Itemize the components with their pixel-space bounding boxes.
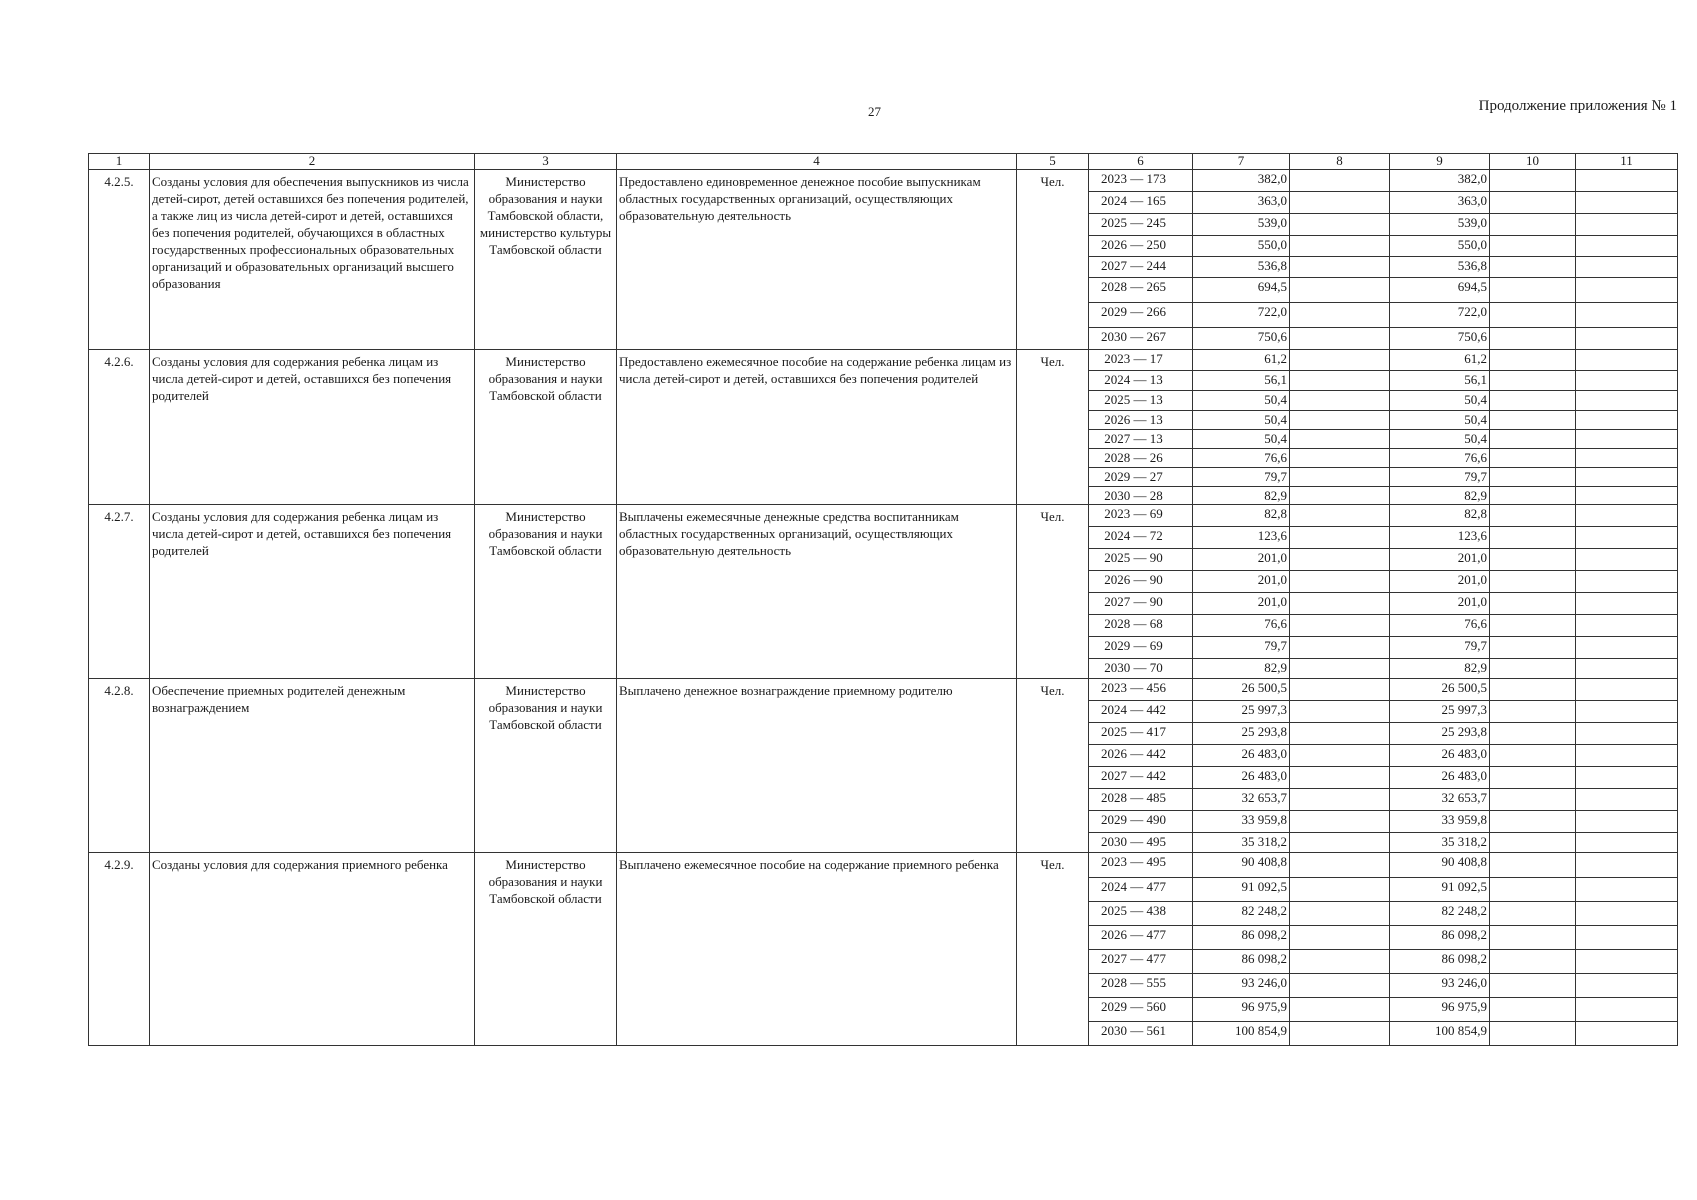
item-result: Выплачено денежное вознаграждение приемному родителю <box>617 679 1017 853</box>
value-col11-cell <box>1576 411 1678 430</box>
value-col11-cell <box>1576 527 1678 549</box>
value-col11-cell <box>1576 723 1678 745</box>
value-col8-cell <box>1290 723 1390 745</box>
value-col9-cell: 79,7 <box>1390 637 1490 659</box>
value-col7-cell: 86 098,2 <box>1193 926 1290 950</box>
value-col8-cell <box>1290 170 1390 192</box>
value-col10-cell <box>1490 449 1576 468</box>
value-col8-cell <box>1290 878 1390 902</box>
value-col9-cell: 539,0 <box>1390 214 1490 236</box>
value-col10-cell <box>1490 571 1576 593</box>
value-col8-cell <box>1290 449 1390 468</box>
year-count-cell: 2024 — 165 <box>1089 192 1193 214</box>
year-count-cell: 2023 — 495 <box>1089 853 1193 878</box>
value-col9-cell: 90 408,8 <box>1390 853 1490 878</box>
year-count-cell: 2025 — 245 <box>1089 214 1193 236</box>
value-col7-cell: 76,6 <box>1193 615 1290 637</box>
value-col11-cell <box>1576 303 1678 328</box>
value-col11-cell <box>1576 926 1678 950</box>
item-executor: Министерство образования и науки Тамбовской области <box>475 853 617 1046</box>
value-col7-cell: 25 293,8 <box>1193 723 1290 745</box>
value-col9-cell: 33 959,8 <box>1390 811 1490 833</box>
value-col8-cell <box>1290 811 1390 833</box>
item-title: Созданы условия для содержания ребенка лицам из числа детей-сирот и детей, оставшихся без попечения родителей <box>150 350 475 505</box>
col-header: 10 <box>1490 154 1576 170</box>
value-col9-cell: 76,6 <box>1390 615 1490 637</box>
value-col9-cell: 722,0 <box>1390 303 1490 328</box>
value-col10-cell <box>1490 789 1576 811</box>
value-col9-cell: 82,8 <box>1390 505 1490 527</box>
value-col10-cell <box>1490 659 1576 679</box>
value-col10-cell <box>1490 637 1576 659</box>
value-col7-cell: 536,8 <box>1193 257 1290 278</box>
value-col8-cell <box>1290 192 1390 214</box>
table-row <box>89 505 1678 527</box>
col-header: 7 <box>1193 154 1290 170</box>
value-col9-cell: 26 483,0 <box>1390 745 1490 767</box>
year-count-cell: 2028 — 485 <box>1089 789 1193 811</box>
table-row <box>89 350 1678 371</box>
year-count-cell: 2023 — 173 <box>1089 170 1193 192</box>
year-count-cell: 2023 — 17 <box>1089 350 1193 371</box>
page-number: 27 <box>868 104 881 119</box>
value-col11-cell <box>1576 659 1678 679</box>
year-count-cell: 2023 — 69 <box>1089 505 1193 527</box>
value-col8-cell <box>1290 505 1390 527</box>
value-col7-cell: 96 975,9 <box>1193 998 1290 1022</box>
year-count-cell: 2028 — 68 <box>1089 615 1193 637</box>
value-col11-cell <box>1576 391 1678 411</box>
value-col11-cell <box>1576 811 1678 833</box>
appendix-note: Продолжение приложения № 1 <box>1478 98 1677 114</box>
value-col11-cell <box>1576 593 1678 615</box>
value-col8-cell <box>1290 371 1390 391</box>
value-col8-cell <box>1290 615 1390 637</box>
year-count-cell: 2024 — 13 <box>1089 371 1193 391</box>
value-col11-cell <box>1576 745 1678 767</box>
table-row <box>89 679 1678 701</box>
item-executor: Министерство образования и науки Тамбовской области <box>475 679 617 853</box>
value-col7-cell: 539,0 <box>1193 214 1290 236</box>
value-col11-cell <box>1576 487 1678 505</box>
year-count-cell: 2029 — 27 <box>1089 468 1193 487</box>
value-col8-cell <box>1290 767 1390 789</box>
value-col10-cell <box>1490 615 1576 637</box>
value-col10-cell <box>1490 411 1576 430</box>
program-table <box>88 153 1678 1046</box>
item-unit: Чел. <box>1017 350 1089 505</box>
year-count-cell: 2030 — 495 <box>1089 833 1193 853</box>
value-col7-cell: 82 248,2 <box>1193 902 1290 926</box>
value-col7-cell: 79,7 <box>1193 468 1290 487</box>
year-count-cell: 2028 — 265 <box>1089 278 1193 303</box>
value-col7-cell: 50,4 <box>1193 430 1290 449</box>
item-code: 4.2.7. <box>89 505 150 679</box>
value-col7-cell: 61,2 <box>1193 350 1290 371</box>
col-header: 9 <box>1390 154 1490 170</box>
year-count-cell: 2029 — 69 <box>1089 637 1193 659</box>
value-col8-cell <box>1290 745 1390 767</box>
item-unit: Чел. <box>1017 170 1089 350</box>
year-count-cell: 2025 — 438 <box>1089 902 1193 926</box>
value-col11-cell <box>1576 998 1678 1022</box>
value-col11-cell <box>1576 278 1678 303</box>
value-col11-cell <box>1576 350 1678 371</box>
value-col7-cell: 26 483,0 <box>1193 745 1290 767</box>
value-col8-cell <box>1290 236 1390 257</box>
value-col8-cell <box>1290 257 1390 278</box>
value-col7-cell: 82,9 <box>1193 487 1290 505</box>
col-header: 3 <box>475 154 617 170</box>
value-col9-cell: 100 854,9 <box>1390 1022 1490 1046</box>
value-col8-cell <box>1290 1022 1390 1046</box>
table-row <box>89 853 1678 878</box>
year-count-cell: 2027 — 13 <box>1089 430 1193 449</box>
value-col9-cell: 25 293,8 <box>1390 723 1490 745</box>
value-col9-cell: 82,9 <box>1390 659 1490 679</box>
value-col8-cell <box>1290 350 1390 371</box>
col-header: 1 <box>89 154 150 170</box>
value-col10-cell <box>1490 811 1576 833</box>
value-col9-cell: 93 246,0 <box>1390 974 1490 998</box>
year-count-cell: 2026 — 250 <box>1089 236 1193 257</box>
value-col10-cell <box>1490 505 1576 527</box>
value-col10-cell <box>1490 430 1576 449</box>
value-col10-cell <box>1490 350 1576 371</box>
value-col7-cell: 50,4 <box>1193 411 1290 430</box>
value-col7-cell: 32 653,7 <box>1193 789 1290 811</box>
value-col9-cell: 76,6 <box>1390 449 1490 468</box>
value-col7-cell: 26 483,0 <box>1193 767 1290 789</box>
value-col8-cell <box>1290 902 1390 926</box>
value-col8-cell <box>1290 659 1390 679</box>
value-col7-cell: 550,0 <box>1193 236 1290 257</box>
year-count-cell: 2030 — 561 <box>1089 1022 1193 1046</box>
year-count-cell: 2027 — 244 <box>1089 257 1193 278</box>
year-count-cell: 2028 — 555 <box>1089 974 1193 998</box>
value-col7-cell: 382,0 <box>1193 170 1290 192</box>
value-col10-cell <box>1490 303 1576 328</box>
value-col11-cell <box>1576 833 1678 853</box>
value-col10-cell <box>1490 468 1576 487</box>
year-count-cell: 2025 — 13 <box>1089 391 1193 411</box>
value-col8-cell <box>1290 278 1390 303</box>
year-count-cell: 2029 — 490 <box>1089 811 1193 833</box>
value-col8-cell <box>1290 303 1390 328</box>
value-col10-cell <box>1490 170 1576 192</box>
value-col9-cell: 35 318,2 <box>1390 833 1490 853</box>
value-col8-cell <box>1290 214 1390 236</box>
value-col7-cell: 90 408,8 <box>1193 853 1290 878</box>
year-count-cell: 2029 — 560 <box>1089 998 1193 1022</box>
value-col7-cell: 91 092,5 <box>1193 878 1290 902</box>
value-col7-cell: 123,6 <box>1193 527 1290 549</box>
year-count-cell: 2029 — 266 <box>1089 303 1193 328</box>
value-col11-cell <box>1576 505 1678 527</box>
value-col8-cell <box>1290 487 1390 505</box>
year-count-cell: 2024 — 72 <box>1089 527 1193 549</box>
value-col10-cell <box>1490 723 1576 745</box>
item-result: Предоставлено единовременное денежное пособие выпускникам областных государственных организаций, осуществляющих образовательную деятельность <box>617 170 1017 350</box>
value-col8-cell <box>1290 833 1390 853</box>
value-col9-cell: 750,6 <box>1390 328 1490 350</box>
col-header: 11 <box>1576 154 1678 170</box>
value-col8-cell <box>1290 527 1390 549</box>
value-col7-cell: 26 500,5 <box>1193 679 1290 701</box>
value-col10-cell <box>1490 833 1576 853</box>
value-col7-cell: 82,9 <box>1193 659 1290 679</box>
value-col11-cell <box>1576 637 1678 659</box>
value-col7-cell: 750,6 <box>1193 328 1290 350</box>
year-count-cell: 2025 — 417 <box>1089 723 1193 745</box>
value-col10-cell <box>1490 527 1576 549</box>
value-col9-cell: 201,0 <box>1390 571 1490 593</box>
value-col7-cell: 86 098,2 <box>1193 950 1290 974</box>
value-col9-cell: 86 098,2 <box>1390 950 1490 974</box>
value-col9-cell: 363,0 <box>1390 192 1490 214</box>
value-col8-cell <box>1290 926 1390 950</box>
value-col8-cell <box>1290 998 1390 1022</box>
value-col8-cell <box>1290 430 1390 449</box>
value-col9-cell: 50,4 <box>1390 430 1490 449</box>
item-code: 4.2.6. <box>89 350 150 505</box>
value-col11-cell <box>1576 679 1678 701</box>
value-col11-cell <box>1576 192 1678 214</box>
year-count-cell: 2030 — 28 <box>1089 487 1193 505</box>
value-col10-cell <box>1490 549 1576 571</box>
value-col7-cell: 79,7 <box>1193 637 1290 659</box>
value-col8-cell <box>1290 637 1390 659</box>
value-col10-cell <box>1490 950 1576 974</box>
value-col9-cell: 201,0 <box>1390 549 1490 571</box>
column-number-row <box>89 154 1678 170</box>
item-title: Обеспечение приемных родителей денежным вознаграждением <box>150 679 475 853</box>
value-col7-cell: 100 854,9 <box>1193 1022 1290 1046</box>
value-col7-cell: 50,4 <box>1193 391 1290 411</box>
value-col7-cell: 201,0 <box>1193 571 1290 593</box>
year-count-cell: 2026 — 477 <box>1089 926 1193 950</box>
item-result: Предоставлено ежемесячное пособие на содержание ребенка лицам из числа детей-сирот и детей, оставшихся без попечения родителей <box>617 350 1017 505</box>
value-col11-cell <box>1576 950 1678 974</box>
item-code: 4.2.8. <box>89 679 150 853</box>
value-col9-cell: 61,2 <box>1390 350 1490 371</box>
value-col10-cell <box>1490 214 1576 236</box>
value-col9-cell: 86 098,2 <box>1390 926 1490 950</box>
value-col7-cell: 25 997,3 <box>1193 701 1290 723</box>
table-row <box>89 170 1678 192</box>
value-col7-cell: 201,0 <box>1193 593 1290 615</box>
value-col11-cell <box>1576 701 1678 723</box>
value-col9-cell: 694,5 <box>1390 278 1490 303</box>
value-col10-cell <box>1490 192 1576 214</box>
value-col9-cell: 536,8 <box>1390 257 1490 278</box>
value-col11-cell <box>1576 1022 1678 1046</box>
year-count-cell: 2024 — 477 <box>1089 878 1193 902</box>
value-col9-cell: 79,7 <box>1390 468 1490 487</box>
col-header: 5 <box>1017 154 1089 170</box>
value-col8-cell <box>1290 679 1390 701</box>
item-title: Созданы условия для содержания приемного ребенка <box>150 853 475 1046</box>
value-col7-cell: 722,0 <box>1193 303 1290 328</box>
value-col8-cell <box>1290 328 1390 350</box>
value-col8-cell <box>1290 391 1390 411</box>
value-col8-cell <box>1290 411 1390 430</box>
value-col11-cell <box>1576 468 1678 487</box>
value-col9-cell: 56,1 <box>1390 371 1490 391</box>
value-col10-cell <box>1490 593 1576 615</box>
value-col9-cell: 50,4 <box>1390 411 1490 430</box>
value-col9-cell: 82,9 <box>1390 487 1490 505</box>
value-col11-cell <box>1576 328 1678 350</box>
value-col8-cell <box>1290 701 1390 723</box>
value-col11-cell <box>1576 449 1678 468</box>
col-header: 8 <box>1290 154 1390 170</box>
value-col9-cell: 382,0 <box>1390 170 1490 192</box>
value-col9-cell: 123,6 <box>1390 527 1490 549</box>
item-code: 4.2.5. <box>89 170 150 350</box>
value-col8-cell <box>1290 571 1390 593</box>
value-col8-cell <box>1290 593 1390 615</box>
value-col7-cell: 33 959,8 <box>1193 811 1290 833</box>
col-header: 2 <box>150 154 475 170</box>
value-col11-cell <box>1576 615 1678 637</box>
item-unit: Чел. <box>1017 853 1089 1046</box>
value-col11-cell <box>1576 878 1678 902</box>
value-col7-cell: 35 318,2 <box>1193 833 1290 853</box>
value-col7-cell: 56,1 <box>1193 371 1290 391</box>
year-count-cell: 2027 — 477 <box>1089 950 1193 974</box>
value-col10-cell <box>1490 878 1576 902</box>
value-col10-cell <box>1490 767 1576 789</box>
item-code: 4.2.9. <box>89 853 150 1046</box>
value-col10-cell <box>1490 236 1576 257</box>
value-col10-cell <box>1490 679 1576 701</box>
year-count-cell: 2027 — 90 <box>1089 593 1193 615</box>
year-count-cell: 2023 — 456 <box>1089 679 1193 701</box>
value-col11-cell <box>1576 571 1678 593</box>
item-title: Созданы условия для содержания ребенка лицам из числа детей-сирот и детей, оставшихся без попечения родителей <box>150 505 475 679</box>
item-result: Выплачены ежемесячные денежные средства воспитанникам областных государственных организаций, осуществляющих образовательную деятельность <box>617 505 1017 679</box>
value-col7-cell: 201,0 <box>1193 549 1290 571</box>
item-title: Созданы условия для обеспечения выпускников из числа детей-сирот, детей оставшихся без попечения родителей, а также лиц из числа детей-сирот и детей, оставшихся без попечения родителей, обучающихся в областных государственных профессиональных образовательных организаций и образовательных организаций высшего образования <box>150 170 475 350</box>
year-count-cell: 2026 — 90 <box>1089 571 1193 593</box>
value-col10-cell <box>1490 853 1576 878</box>
year-count-cell: 2030 — 267 <box>1089 328 1193 350</box>
value-col9-cell: 201,0 <box>1390 593 1490 615</box>
value-col10-cell <box>1490 328 1576 350</box>
year-count-cell: 2024 — 442 <box>1089 701 1193 723</box>
value-col7-cell: 82,8 <box>1193 505 1290 527</box>
value-col10-cell <box>1490 487 1576 505</box>
value-col10-cell <box>1490 902 1576 926</box>
item-unit: Чел. <box>1017 679 1089 853</box>
value-col9-cell: 26 500,5 <box>1390 679 1490 701</box>
value-col9-cell: 550,0 <box>1390 236 1490 257</box>
item-executor: Министерство образования и науки Тамбовской области <box>475 350 617 505</box>
value-col7-cell: 694,5 <box>1193 278 1290 303</box>
value-col8-cell <box>1290 468 1390 487</box>
value-col10-cell <box>1490 926 1576 950</box>
value-col9-cell: 82 248,2 <box>1390 902 1490 926</box>
value-col11-cell <box>1576 789 1678 811</box>
value-col11-cell <box>1576 170 1678 192</box>
value-col11-cell <box>1576 236 1678 257</box>
value-col9-cell: 91 092,5 <box>1390 878 1490 902</box>
value-col7-cell: 93 246,0 <box>1193 974 1290 998</box>
value-col9-cell: 26 483,0 <box>1390 767 1490 789</box>
value-col7-cell: 76,6 <box>1193 449 1290 468</box>
value-col11-cell <box>1576 549 1678 571</box>
value-col8-cell <box>1290 853 1390 878</box>
value-col10-cell <box>1490 745 1576 767</box>
value-col11-cell <box>1576 257 1678 278</box>
value-col10-cell <box>1490 998 1576 1022</box>
value-col10-cell <box>1490 974 1576 998</box>
item-executor: Министерство образования и науки Тамбовской области <box>475 505 617 679</box>
value-col11-cell <box>1576 430 1678 449</box>
value-col11-cell <box>1576 214 1678 236</box>
value-col11-cell <box>1576 974 1678 998</box>
value-col11-cell <box>1576 853 1678 878</box>
value-col10-cell <box>1490 278 1576 303</box>
value-col11-cell <box>1576 902 1678 926</box>
year-count-cell: 2026 — 442 <box>1089 745 1193 767</box>
year-count-cell: 2027 — 442 <box>1089 767 1193 789</box>
value-col10-cell <box>1490 371 1576 391</box>
value-col9-cell: 32 653,7 <box>1390 789 1490 811</box>
year-count-cell: 2028 — 26 <box>1089 449 1193 468</box>
year-count-cell: 2026 — 13 <box>1089 411 1193 430</box>
value-col8-cell <box>1290 549 1390 571</box>
value-col8-cell <box>1290 974 1390 998</box>
col-header: 6 <box>1089 154 1193 170</box>
item-executor: Министерство образования и науки Тамбовской области, министерство культуры Тамбовской области <box>475 170 617 350</box>
year-count-cell: 2030 — 70 <box>1089 659 1193 679</box>
value-col8-cell <box>1290 789 1390 811</box>
item-result: Выплачено ежемесячное пособие на содержание приемного ребенка <box>617 853 1017 1046</box>
value-col8-cell <box>1290 950 1390 974</box>
value-col10-cell <box>1490 257 1576 278</box>
value-col10-cell <box>1490 701 1576 723</box>
item-unit: Чел. <box>1017 505 1089 679</box>
value-col9-cell: 25 997,3 <box>1390 701 1490 723</box>
value-col10-cell <box>1490 1022 1576 1046</box>
value-col9-cell: 50,4 <box>1390 391 1490 411</box>
value-col9-cell: 96 975,9 <box>1390 998 1490 1022</box>
year-count-cell: 2025 — 90 <box>1089 549 1193 571</box>
value-col11-cell <box>1576 371 1678 391</box>
value-col10-cell <box>1490 391 1576 411</box>
value-col11-cell <box>1576 767 1678 789</box>
col-header: 4 <box>617 154 1017 170</box>
value-col7-cell: 363,0 <box>1193 192 1290 214</box>
table-body <box>89 170 1678 1046</box>
